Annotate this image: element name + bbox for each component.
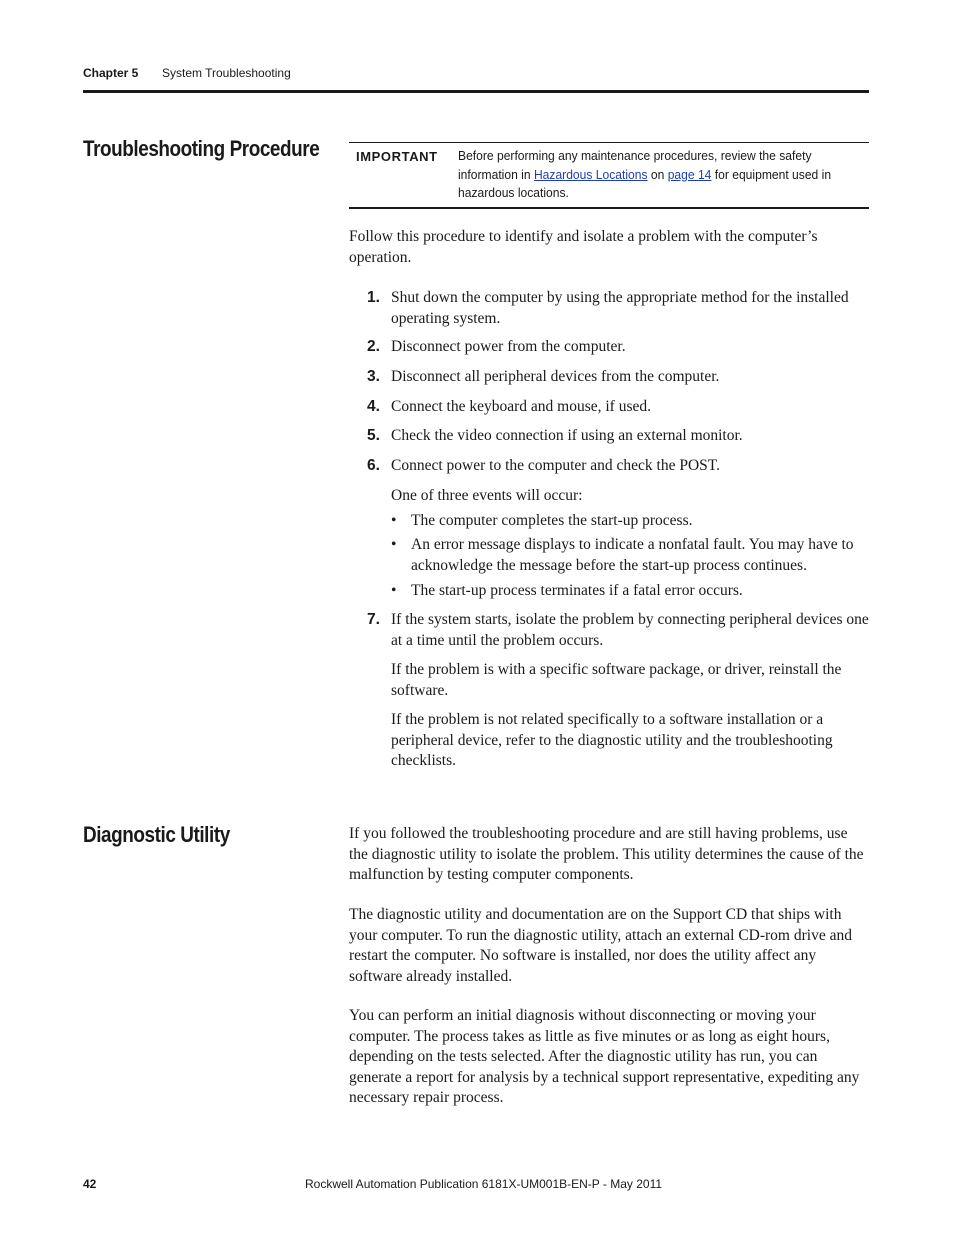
diagnostic-heading: Diagnostic Utility [83,822,230,847]
step7-paragraph: If the problem is not related specifically to a software installation or a peripheral device, refer to the diagnostic utility and the troubleshooting checklists. [391,711,833,769]
step-number: 2. [367,338,380,355]
step7-paragraph: If the problem is with a specific software package, or driver, reinstall the software. [391,661,842,699]
hazardous-locations-link[interactable]: Hazardous Locations [533,166,648,182]
step-text: Disconnect power from the computer. [391,338,626,355]
important-tag: IMPORTANT [356,149,438,164]
bullet-text: The start-up process terminates if a fatal error occurs. [411,582,743,599]
chapter-label: Chapter 5 [83,66,139,80]
step-number: 1. [367,289,380,306]
step-text: Connect power to the computer and check the POST. [391,457,720,474]
important-text [458,147,858,203]
important-notice [349,142,869,209]
step-text: Check the video connection if using an external monitor. [391,427,743,444]
bullet-text: The computer completes the start-up process. [411,512,693,529]
step-number: 7. [367,611,380,628]
troubleshooting-intro: Follow this procedure to identify and isolate a problem with the computer’s operation. [349,228,818,266]
step-text: Connect the keyboard and mouse, if used. [391,398,651,415]
important-text-part: on [647,166,668,182]
bullet-dot: • [391,536,397,553]
page-header [83,66,869,93]
troubleshooting-heading: Troubleshooting Procedure [83,136,320,161]
step-number: 4. [367,398,380,415]
publication-info: Rockwell Automation Publication 6181X-UM001B-EN-P - May 2011 [305,1177,663,1191]
step-text: Shut down the computer by using the appropriate method for the installed operating system. [391,289,849,327]
step-text: If the system starts, isolate the problem by connecting peripheral devices one at a time until the problem occurs. [391,611,869,649]
bullet-text: An error message displays to indicate a nonfatal fault. You may have to acknowledge the message before the start-up process continues. [411,536,854,574]
step-number: 5. [367,427,380,444]
diagnostic-paragraph: If you followed the troubleshooting procedure and are still having problems, use the diagnostic utility to isolate the problem. This utility determines the cause of the malfunction by testing computer components. [349,825,864,883]
chapter-title: System Troubleshooting [162,66,291,80]
page-14-link[interactable]: page 14 [667,166,712,182]
step-number: 3. [367,368,380,385]
events-intro: One of three events will occur: [391,487,583,504]
bullet-dot: • [391,582,397,599]
important-text-part: Before performing any maintenance procedures, review the safety information in [458,148,812,182]
page-number: 42 [83,1177,97,1191]
diagnostic-paragraph: The diagnostic utility and documentation are on the Support CD that ships with your computer. To run the diagnostic utility, attach an external CD-rom drive and restart the computer. No software is installed, nor does the utility affect any software already installed. [349,906,852,985]
step-text: Disconnect all peripheral devices from the computer. [391,368,720,385]
diagnostic-paragraph: You can perform an initial diagnosis without disconnecting or moving your computer. The process takes as little as five minutes or as long as eight hours, depending on the tests selected. After the diagnostic utility has run, you can generate a report for analysis by a technical support representative, expediting any necessary repair process. [349,1007,860,1106]
step-number: 6. [367,457,380,474]
bullet-dot: • [391,512,397,529]
important-text-part: for equipment used in hazardous locations. [458,166,832,200]
